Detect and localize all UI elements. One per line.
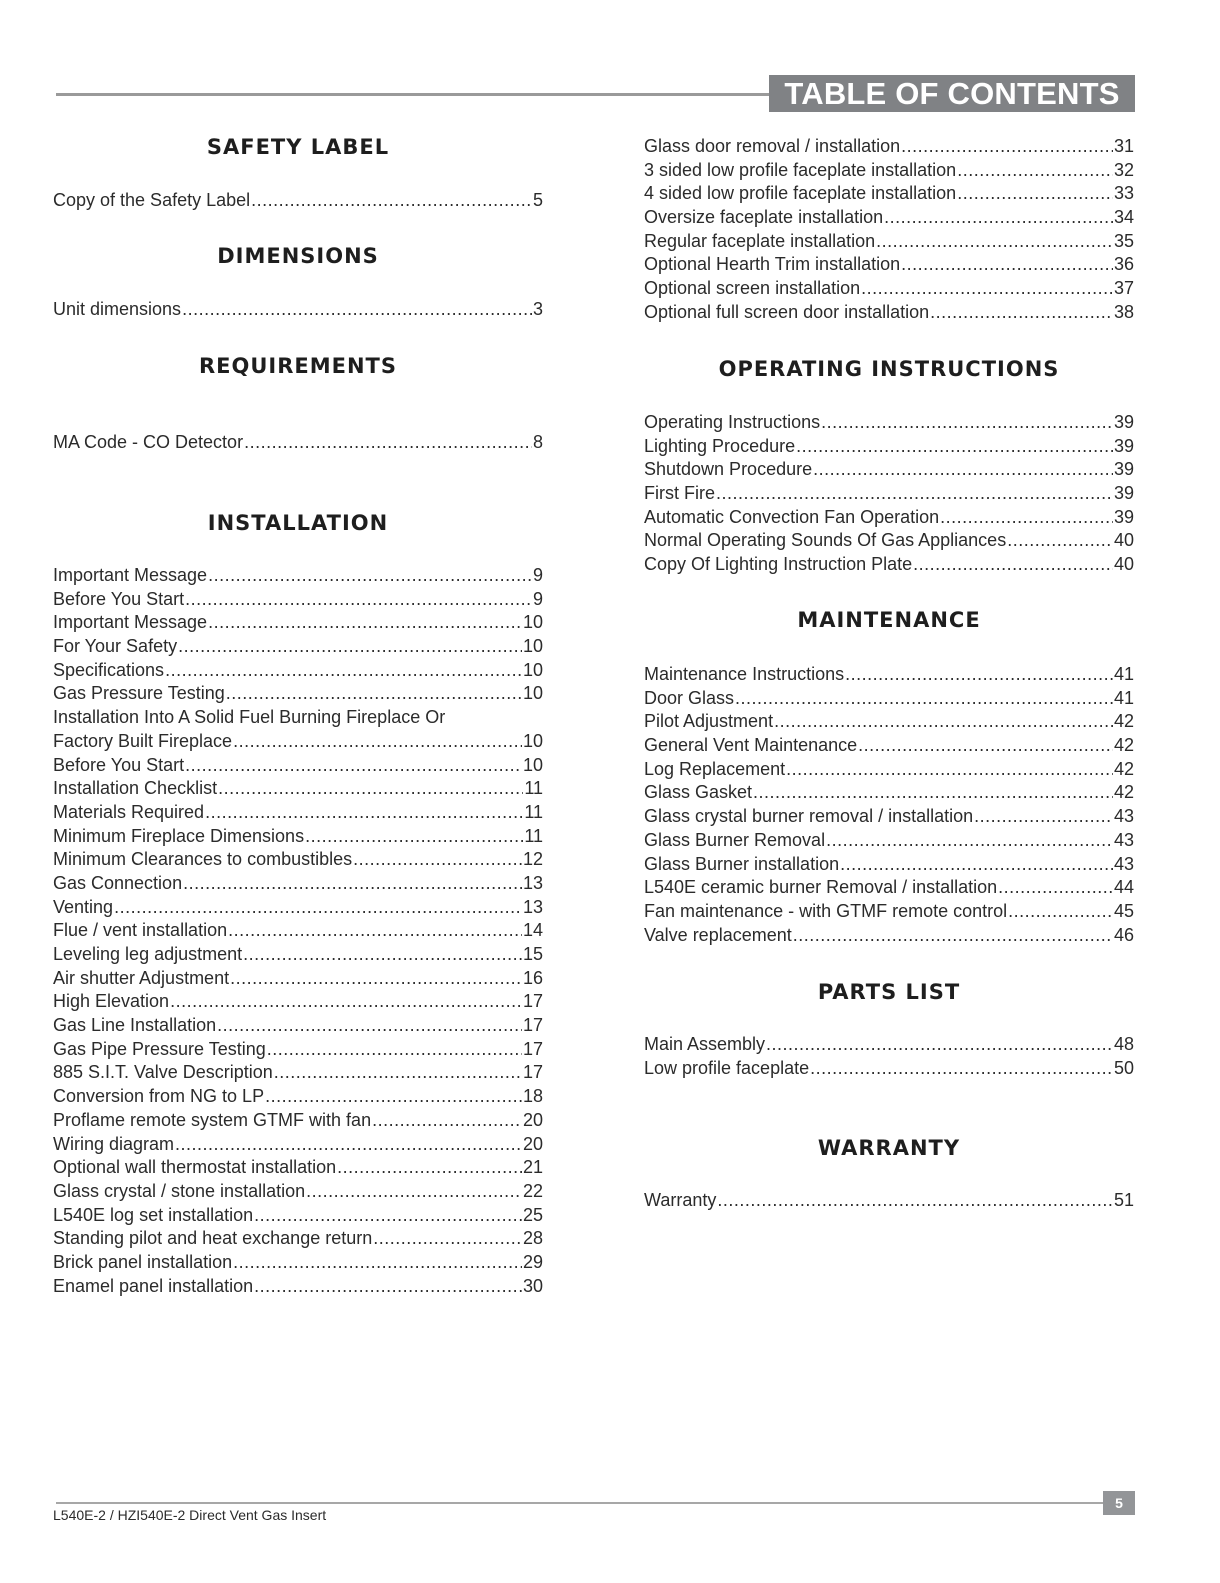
toc-entry-label: Shutdown Procedure xyxy=(644,459,813,480)
toc-entry-label: Optional screen installation xyxy=(644,278,861,299)
toc-entry-label: Materials Required xyxy=(53,801,205,822)
dot-leader xyxy=(957,159,1113,183)
toc-entry xyxy=(644,277,1134,301)
toc-entry-page: 9 xyxy=(532,565,543,585)
dot-leader xyxy=(305,825,523,849)
section-entries-requirements xyxy=(53,431,543,455)
toc-entry-page: 43 xyxy=(1113,806,1134,827)
toc-entry-label: L540E log set installation xyxy=(53,1204,254,1225)
dot-leader xyxy=(796,435,1113,459)
toc-entry-label: Automatic Convection Fan Operation xyxy=(644,506,940,527)
toc-entry-page: 31 xyxy=(1113,136,1134,156)
toc-entry-page: 10 xyxy=(522,636,543,657)
toc-entry-label: Enamel panel installation xyxy=(53,1275,254,1296)
toc-entry-label: Oversize faceplate installation xyxy=(644,207,884,228)
toc-entry-label: Specifications xyxy=(53,659,165,680)
dot-leader xyxy=(226,682,522,706)
toc-entry xyxy=(644,758,1134,782)
toc-entry-page: 15 xyxy=(522,944,543,964)
toc-entry-label: 885 S.I.T. Valve Description xyxy=(53,1062,273,1083)
toc-entry-label: Maintenance Instructions xyxy=(644,664,845,684)
toc-entry xyxy=(53,189,543,213)
toc-entry xyxy=(644,411,1134,435)
toc-entry-label: Glass Burner installation xyxy=(644,853,840,874)
toc-entry xyxy=(644,206,1134,230)
toc-entry-page: 45 xyxy=(1113,900,1134,921)
dot-leader xyxy=(845,663,1113,687)
toc-entry-page: 17 xyxy=(522,991,543,1012)
toc-entry xyxy=(53,1275,543,1299)
toc-entry xyxy=(53,1156,543,1180)
dot-leader xyxy=(957,182,1113,206)
toc-entry-label: Main Assembly xyxy=(644,1034,766,1054)
toc-entry-label: Valve replacement xyxy=(644,924,792,945)
page-title: TABLE OF CONTENTS xyxy=(769,75,1135,112)
toc-entry-page: 25 xyxy=(522,1204,543,1225)
toc-entry-label: Optional wall thermostat installation xyxy=(53,1157,337,1178)
toc-entry xyxy=(644,781,1134,805)
section-entries-maintenance xyxy=(644,663,1134,947)
toc-entry-page: 21 xyxy=(522,1157,543,1178)
toc-entry-label: 3 sided low profile faceplate installation xyxy=(644,159,957,180)
toc-entry-label: L540E ceramic burner Removal / installation xyxy=(644,877,998,898)
toc-entry xyxy=(53,1014,543,1038)
toc-entry-label: Proflame remote system GTMF with fan xyxy=(53,1109,372,1130)
toc-entry-page: 18 xyxy=(522,1086,543,1107)
toc-entry-label: 4 sided low profile faceplate installation xyxy=(644,183,957,204)
dot-leader xyxy=(165,659,522,683)
dot-leader xyxy=(178,635,522,659)
toc-entry xyxy=(644,458,1134,482)
toc-entry-page: 32 xyxy=(1113,159,1134,180)
toc-entry xyxy=(53,1204,543,1228)
dot-leader xyxy=(306,1180,522,1204)
toc-entry-label: Glass Burner Removal xyxy=(644,829,826,850)
toc-entry-label: Glass door removal / installation xyxy=(644,136,901,156)
toc-entry xyxy=(53,990,543,1014)
toc-entry-page: 20 xyxy=(522,1109,543,1130)
toc-entry xyxy=(53,1109,543,1133)
dot-leader xyxy=(218,777,523,801)
toc-entry xyxy=(644,924,1134,948)
dot-leader xyxy=(861,277,1113,301)
section-title-maintenance: MAINTENANCE xyxy=(797,608,981,632)
section-title-installation: INSTALLATION xyxy=(207,511,389,535)
toc-entry-page: 43 xyxy=(1113,853,1134,874)
dot-leader xyxy=(884,206,1113,230)
dot-leader xyxy=(716,482,1113,506)
toc-entry-label: Installation Checklist xyxy=(53,778,218,799)
toc-entry-page: 36 xyxy=(1113,254,1134,275)
dot-leader xyxy=(228,919,522,943)
toc-entry-page: 41 xyxy=(1113,664,1134,684)
toc-entry-label: Door Glass xyxy=(644,687,735,708)
toc-entry xyxy=(53,635,543,659)
toc-entry-page: 34 xyxy=(1113,207,1134,228)
toc-entry-page: 51 xyxy=(1113,1190,1134,1210)
toc-entry-label: For Your Safety xyxy=(53,636,178,657)
toc-entry-label: Wiring diagram xyxy=(53,1133,175,1154)
toc-entry-page: 44 xyxy=(1113,877,1134,898)
dot-leader xyxy=(254,1275,522,1299)
toc-entry xyxy=(53,943,543,967)
toc-entry-label: Before You Start xyxy=(53,588,185,609)
toc-entry-page: 10 xyxy=(522,730,543,751)
toc-entry-label: Unit dimensions xyxy=(53,299,182,319)
toc-entry xyxy=(53,896,543,920)
toc-entry-page: 42 xyxy=(1113,782,1134,803)
toc-entry-page: 10 xyxy=(522,754,543,775)
dot-leader xyxy=(998,876,1113,900)
toc-entry xyxy=(53,1085,543,1109)
dot-leader xyxy=(208,564,532,588)
toc-entry-page: 43 xyxy=(1113,829,1134,850)
toc-entry-label: Optional full screen door installation xyxy=(644,301,930,322)
toc-entry-label: First Fire xyxy=(644,483,715,504)
toc-entry-label: Leveling leg adjustment xyxy=(53,944,243,964)
toc-entry-page: 50 xyxy=(1113,1057,1134,1078)
section-title-parts-list: PARTS LIST xyxy=(817,980,961,1004)
toc-entry-label: Glass Gasket xyxy=(644,782,753,803)
toc-entry xyxy=(53,919,543,943)
toc-entry xyxy=(53,1251,543,1275)
toc-entry-page: 39 xyxy=(1113,412,1134,432)
toc-entry xyxy=(644,159,1134,183)
section-entries-installation xyxy=(53,564,543,1298)
section-entries-installation-continued xyxy=(644,135,1134,325)
toc-entry-label: Air shutter Adjustment xyxy=(53,967,230,988)
dot-leader xyxy=(840,853,1113,877)
toc-entry xyxy=(644,710,1134,734)
toc-entry-page: 11 xyxy=(524,778,543,799)
section-title-warranty: WARRANTY xyxy=(817,1136,961,1160)
toc-entry-label: Regular faceplate installation xyxy=(644,230,876,251)
toc-entry-page: 16 xyxy=(522,967,543,988)
toc-entry-label: Pilot Adjustment xyxy=(644,711,774,732)
toc-entry xyxy=(644,230,1134,254)
dot-leader xyxy=(175,1133,522,1157)
toc-entry-page: 13 xyxy=(522,872,543,893)
toc-entry-page: 22 xyxy=(522,1180,543,1201)
dot-leader xyxy=(230,967,522,991)
toc-entry-label: Before You Start xyxy=(53,754,185,775)
dot-leader xyxy=(813,458,1113,482)
toc-entry-page: 38 xyxy=(1113,301,1134,322)
toc-entry xyxy=(644,876,1134,900)
toc-entry xyxy=(644,1189,1134,1213)
dot-leader xyxy=(717,1189,1113,1213)
toc-entry-page: 42 xyxy=(1113,735,1134,756)
toc-entry-label: Minimum Clearances to combustibles xyxy=(53,849,353,870)
toc-entry-page: 10 xyxy=(522,683,543,704)
toc-entry-page: 11 xyxy=(524,801,543,822)
toc-entry-label: Flue / vent installation xyxy=(53,920,228,941)
dot-leader xyxy=(274,1061,522,1085)
dot-leader xyxy=(233,730,522,754)
toc-entry-page: 8 xyxy=(532,432,543,452)
dot-leader xyxy=(182,298,532,322)
section-entries-parts-list xyxy=(644,1033,1134,1080)
toc-entry xyxy=(53,777,543,801)
dot-leader xyxy=(114,896,522,920)
section-entries-operating-instructions xyxy=(644,411,1134,577)
toc-entry-page: 13 xyxy=(522,896,543,917)
section-title-operating-instructions: OPERATING INSTRUCTIONS xyxy=(718,357,1060,381)
dot-leader xyxy=(786,758,1113,782)
toc-entry-page: 40 xyxy=(1113,530,1134,551)
toc-entry-page: 39 xyxy=(1113,483,1134,504)
toc-entry-page: 11 xyxy=(524,825,543,846)
dot-leader xyxy=(205,801,523,825)
toc-entry-page: 29 xyxy=(522,1251,543,1272)
footer-product-name: L540E-2 / HZI540E-2 Direct Vent Gas Insert xyxy=(53,1507,327,1523)
toc-entry xyxy=(53,1133,543,1157)
dot-leader xyxy=(254,1204,522,1228)
toc-entry-page: 5 xyxy=(532,190,543,210)
dot-leader xyxy=(793,924,1113,948)
toc-entry-label: Gas Pressure Testing xyxy=(53,683,225,704)
toc-entry-page: 14 xyxy=(522,920,543,941)
toc-entry-page: 3 xyxy=(532,299,543,319)
toc-entry-page: 12 xyxy=(522,849,543,870)
toc-entry xyxy=(644,663,1134,687)
toc-entry-label: Standing pilot and heat exchange return xyxy=(53,1228,373,1249)
toc-entry xyxy=(644,529,1134,553)
toc-entry xyxy=(53,588,543,612)
toc-entry-label: Glass crystal / stone installation xyxy=(53,1180,306,1201)
toc-entry-label: Installation Into A Solid Fuel Burning Fireplace Or xyxy=(53,707,446,728)
toc-entry xyxy=(644,435,1134,459)
toc-entry-page: 17 xyxy=(522,1038,543,1059)
page-number-badge: 5 xyxy=(1103,1491,1135,1515)
toc-entry xyxy=(644,829,1134,853)
section-title-dimensions: DIMENSIONS xyxy=(217,244,379,268)
dot-leader xyxy=(337,1156,522,1180)
toc-entry xyxy=(644,506,1134,530)
dot-leader xyxy=(826,829,1113,853)
toc-entry xyxy=(53,872,543,896)
toc-entry xyxy=(53,298,543,322)
toc-entry xyxy=(53,706,543,730)
toc-entry-page: 17 xyxy=(522,1015,543,1036)
toc-entry-label: Log Replacement xyxy=(644,758,786,779)
toc-entry-page: 41 xyxy=(1113,687,1134,708)
toc-entry-label: Operating Instructions xyxy=(644,412,821,432)
toc-entry xyxy=(53,431,543,455)
toc-entry-label: Lighting Procedure xyxy=(644,435,796,456)
toc-entry-page: 39 xyxy=(1113,435,1134,456)
dot-leader xyxy=(243,943,522,967)
toc-entry-label: Glass crystal burner removal / installation xyxy=(644,806,974,827)
toc-entry-label: Brick panel installation xyxy=(53,1251,233,1272)
toc-entry xyxy=(53,611,543,635)
toc-entry-page: 42 xyxy=(1113,711,1134,732)
dot-leader xyxy=(858,734,1113,758)
toc-entry xyxy=(644,805,1134,829)
toc-entry-label: Optional Hearth Trim installation xyxy=(644,254,901,275)
toc-entry xyxy=(644,734,1134,758)
dot-leader xyxy=(735,687,1113,711)
toc-entry xyxy=(53,564,543,588)
toc-entry-label: Important Message xyxy=(53,565,208,585)
dot-leader xyxy=(185,588,532,612)
toc-entry-label: Fan maintenance - with GTMF remote control xyxy=(644,900,1008,921)
toc-entry xyxy=(53,754,543,778)
dot-leader xyxy=(774,710,1113,734)
toc-entry xyxy=(53,682,543,706)
toc-entry-label: Warranty xyxy=(644,1190,717,1210)
footer-rule xyxy=(56,1502,1104,1504)
dot-leader xyxy=(901,253,1113,277)
toc-entry xyxy=(644,135,1134,159)
toc-entry-page: 35 xyxy=(1113,230,1134,251)
dot-leader xyxy=(876,230,1113,254)
dot-leader xyxy=(974,805,1113,829)
toc-entry-label: Minimum Fireplace Dimensions xyxy=(53,825,305,846)
dot-leader xyxy=(170,990,522,1014)
toc-entry-page: 17 xyxy=(522,1062,543,1083)
toc-entry-page: 40 xyxy=(1113,554,1134,575)
dot-leader xyxy=(766,1033,1113,1057)
toc-entry xyxy=(644,182,1134,206)
section-entries-dimensions xyxy=(53,298,543,322)
toc-entry-label: Copy of the Safety Label xyxy=(53,190,251,210)
toc-entry xyxy=(53,848,543,872)
toc-entry-label: Low profile faceplate xyxy=(644,1057,810,1078)
toc-entry-label: Normal Operating Sounds Of Gas Appliances xyxy=(644,530,1007,551)
toc-entry xyxy=(644,301,1134,325)
section-title-requirements: REQUIREMENTS xyxy=(198,354,398,378)
header-rule xyxy=(56,93,770,96)
dot-leader xyxy=(208,611,522,635)
dot-leader xyxy=(930,301,1113,325)
toc-entry xyxy=(53,730,543,754)
dot-leader xyxy=(913,553,1113,577)
toc-entry-label: High Elevation xyxy=(53,991,170,1012)
toc-entry-page: 33 xyxy=(1113,183,1134,204)
toc-entry xyxy=(644,553,1134,577)
toc-entry-label: Important Message xyxy=(53,612,208,633)
dot-leader xyxy=(185,754,522,778)
dot-leader xyxy=(233,1251,522,1275)
toc-entry-label: MA Code - CO Detector xyxy=(53,432,244,452)
toc-entry-label: Copy Of Lighting Instruction Plate xyxy=(644,554,913,575)
toc-entry-page: 37 xyxy=(1113,278,1134,299)
toc-entry-page: 46 xyxy=(1113,924,1134,945)
dot-leader xyxy=(1008,900,1113,924)
toc-entry-label: Conversion from NG to LP xyxy=(53,1086,265,1107)
dot-leader xyxy=(940,506,1113,530)
toc-entry-label: Factory Built Fireplace xyxy=(53,730,233,751)
toc-entry xyxy=(53,1180,543,1204)
toc-entry-page: 10 xyxy=(522,659,543,680)
toc-entry xyxy=(53,825,543,849)
toc-entry-page: 28 xyxy=(522,1228,543,1249)
dot-leader xyxy=(373,1227,522,1251)
section-entries-safety-label xyxy=(53,189,543,213)
dot-leader xyxy=(251,189,532,213)
dot-leader xyxy=(1007,529,1113,553)
section-title-safety-label: SAFETY LABEL xyxy=(206,135,390,159)
dot-leader xyxy=(183,872,522,896)
dot-leader xyxy=(810,1057,1113,1081)
toc-entry-page: 9 xyxy=(532,588,543,609)
dot-leader xyxy=(821,411,1113,435)
toc-entry xyxy=(53,1227,543,1251)
toc-entry-page: 39 xyxy=(1113,459,1134,480)
toc-entry-label: Gas Line Installation xyxy=(53,1015,217,1036)
toc-entry xyxy=(53,801,543,825)
toc-entry xyxy=(644,900,1134,924)
dot-leader xyxy=(901,135,1113,159)
toc-entry-label: General Vent Maintenance xyxy=(644,735,858,756)
toc-entry xyxy=(53,1061,543,1085)
toc-entry xyxy=(644,1057,1134,1081)
dot-leader xyxy=(265,1085,522,1109)
toc-entry xyxy=(644,1033,1134,1057)
dot-leader xyxy=(353,848,522,872)
toc-entry-page: 42 xyxy=(1113,758,1134,779)
toc-entry xyxy=(644,853,1134,877)
toc-entry-page: 39 xyxy=(1113,506,1134,527)
toc-entry xyxy=(644,482,1134,506)
toc-entry-page: 20 xyxy=(522,1133,543,1154)
dot-leader xyxy=(372,1109,522,1133)
toc-entry xyxy=(644,687,1134,711)
toc-entry xyxy=(53,1038,543,1062)
section-entries-warranty xyxy=(644,1189,1134,1213)
toc-entry-label: Gas Connection xyxy=(53,872,183,893)
dot-leader xyxy=(244,431,532,455)
toc-entry-page: 48 xyxy=(1113,1034,1134,1054)
toc-entry xyxy=(53,967,543,991)
toc-entry-page: 10 xyxy=(522,612,543,633)
toc-entry-label: Gas Pipe Pressure Testing xyxy=(53,1038,266,1059)
toc-entry xyxy=(53,659,543,683)
toc-entry xyxy=(644,253,1134,277)
dot-leader xyxy=(753,781,1113,805)
dot-leader xyxy=(217,1014,522,1038)
dot-leader xyxy=(267,1038,522,1062)
toc-entry-page: 30 xyxy=(522,1275,543,1296)
toc-entry-label: Venting xyxy=(53,896,114,917)
